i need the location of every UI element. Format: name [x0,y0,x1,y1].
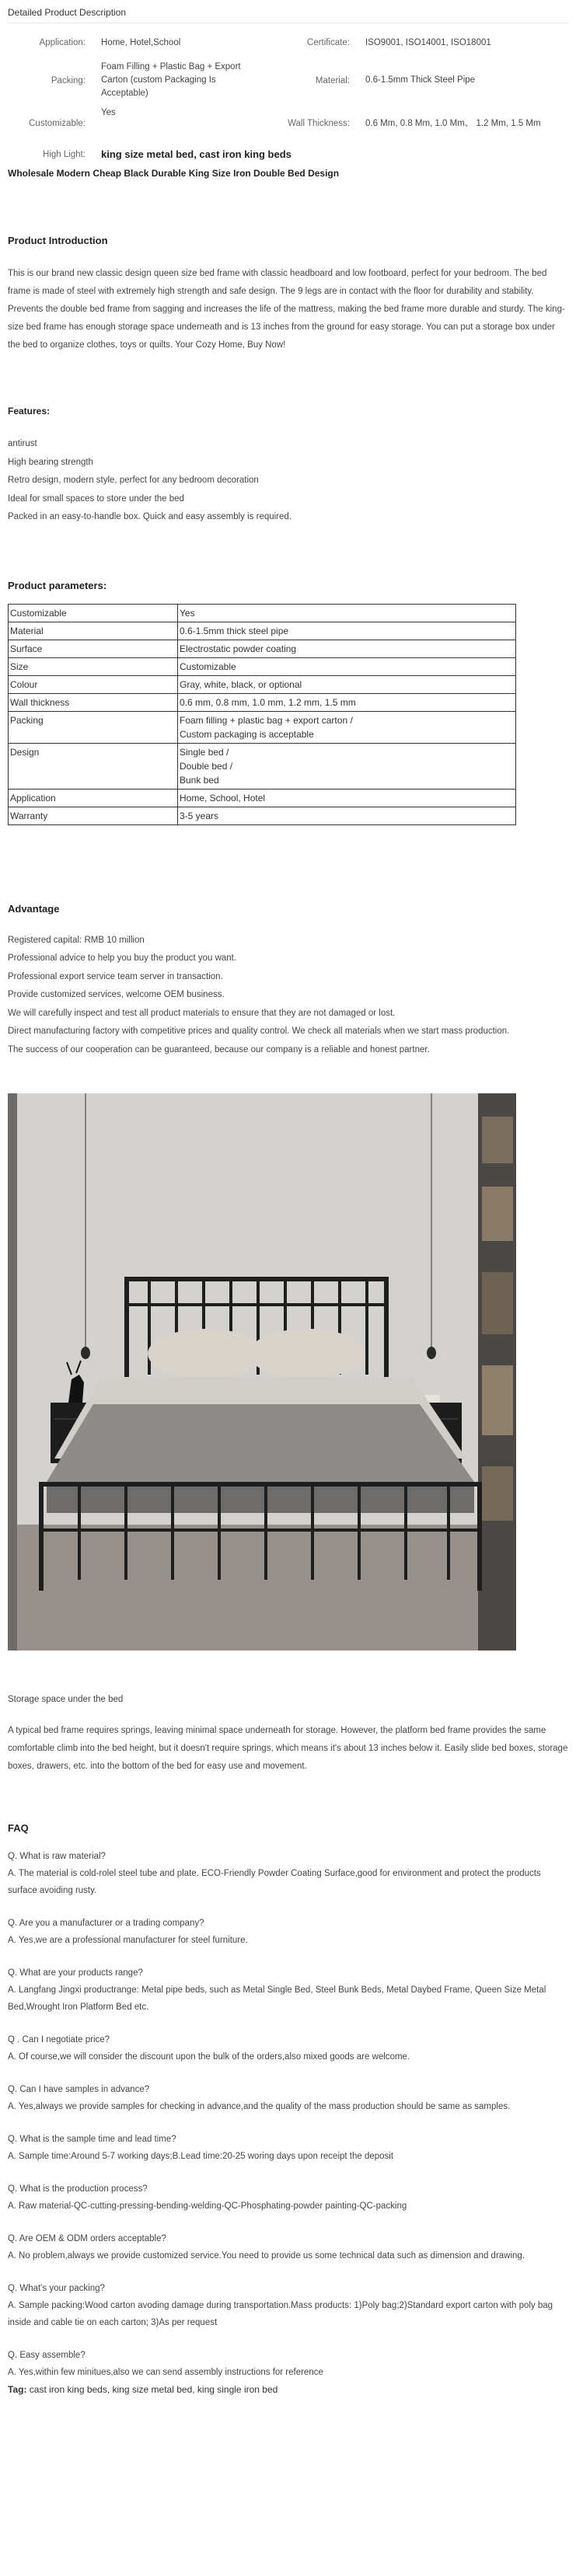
param-value: Gray, white, black, or optional [178,675,516,693]
feature-item: Ideal for small spaces to store under the bed [8,493,184,504]
feature-item: antirust [8,439,37,448]
advantage-heading: Advantage [8,902,60,915]
spec-value: ISO9001, ISO14001, ISO18001 [365,37,491,47]
param-value: Yes [178,604,516,622]
intro-section [8,235,568,354]
param-key: Material [9,622,178,640]
spec-value: Foam Filling + Plastic Bag + Export Carton (custom Packaging Is Acceptable) [101,62,241,98]
table-row [9,693,516,711]
spec-label: Material: [315,75,350,85]
spec-value: 0.6 Mm, 0.8 Mm, 1.0 Mm、 1.2 Mm, 1.5 Mm [365,118,541,128]
param-value: 3-5 years [178,807,516,824]
table-row [9,640,516,657]
param-key: Customizable [9,604,178,622]
param-key: Wall thickness [9,693,178,711]
param-key: Application [9,789,178,807]
spec-value: 0.6-1.5mm Thick Steel Pipe [365,75,476,85]
advantage-item: Provide customized services, welcome OEM business. [8,990,225,999]
faq-answer: A. Yes,within few minitues,also we can send assembly instructions for reference [8,2367,323,2377]
feature-item: Retro design, modern style, perfect for any bedroom decoration [8,476,259,485]
faq-heading: FAQ [8,1821,29,1834]
intro-heading: Product Introduction [8,235,108,246]
faq-question: Q. What is raw material? [8,1851,106,1861]
advantage-item: Direct manufacturing factory with competitive prices and quality control. We check all materials when we start mass production. [8,1027,510,1036]
advantage-item: Professional export service team server in transaction. [8,971,223,981]
faq-answer: A. Langfang Jingxi productrange: Metal pipe beds, such as Metal Single Bed, Steel Bunk Beds, Metal Daybed Frame, Queen Size Metal Bed,Wrought Iron Platform Bed etc. [8,1985,546,2012]
param-value-line: Custom packaging is acceptable [180,728,314,740]
param-key: Warranty [9,807,178,824]
feature-item: High bearing strength [8,457,93,467]
section-title: Detailed Product Description [8,0,568,23]
highlight-label: High Light: [43,149,86,159]
faq-question: Q. What are your products range? [8,1968,143,1978]
product-title: Wholesale Modern Cheap Black Durable King Size Iron Double Bed Design [8,168,340,179]
faq-answer: A. Sample time:Around 5-7 working days;B.Lead time:20-25 woring days upon receipt the deposit [8,2151,394,2161]
intro-text: This is our brand new classic design queen size bed frame with classic headboard and low footboard, perfect for your bedroom. The bed frame is made of steel with extremely high strength and safe design. The 9 legs are in contact with the floor for durability and stability. Prevents the double bed frame from sagging and increases the life of the mattress, making the bed frame more durable and sturdy. The king-size bed frame has enough storage space underneath and is 13 inches from the ground for easy storage. You can put a storage box under the bed to organize clothes, toys or quilts. Your Cozy Home, Buy Now! [8,269,565,350]
param-value [178,711,516,743]
bed-scene-illustration [8,1093,516,1651]
feature-item: Packed in an easy-to-handle box. Quick and easy assembly is required. [8,512,292,521]
faq-answer: A. Of course,we will consider the discount upon the bulk of the orders,also mixed goods are welcome. [8,2051,410,2062]
faq-answer: A. Raw material-QC-cutting-pressing-bending-welding-QC-Phosphating-powder painting-QC-packing [8,2201,407,2211]
faq-question: Q. Are you a manufacturer or a trading company? [8,1918,204,1928]
faq-question: Q. Are OEM & ODM orders acceptable? [8,2233,166,2243]
faq-question: Q. Can I have samples in advance? [8,2084,150,2094]
param-key: Design [9,743,178,789]
highlight-value: king size metal bed, cast iron king beds [101,148,291,160]
faq-answer: A. Sample packing:Wood carton avoding damage during transportation.Mass products: 1)Poly bag;2)Standard export carton with poly bag inside and cable tie on each carton; 3)As per request [8,2300,553,2327]
param-value: Home, School, Hotel [178,789,516,807]
storage-section [8,1691,568,1776]
tag-links[interactable]: cast iron king beds, king size metal bed, king single iron bed [29,2383,278,2395]
spec-value: Yes [101,108,116,117]
spec-label: Customizable: [29,119,86,128]
faq-answer: A. No problem,always we provide customized service.You need to provide us some technical data such as dimension and drawing. [8,2250,525,2261]
table-row [9,807,516,824]
params-table [8,604,516,825]
param-value: Electrostatic powder coating [178,640,516,657]
faq-question: Q . Can I negotiate price? [8,2034,110,2044]
param-value: 0.6-1.5mm thick steel pipe [178,622,516,640]
spec-label: Wall Thickness: [288,119,350,128]
faq-question: Q. What is the sample time and lead time? [8,2134,176,2144]
faq-answer: A. Yes,we are a professional manufacturer for steel furniture. [8,1935,248,1945]
table-row [9,622,516,640]
table-row [9,743,516,789]
tag-row [8,2384,568,2395]
faq-section [8,1822,568,2381]
table-row [9,604,516,622]
params-heading: Product parameters: [8,579,107,591]
param-value-line: Single bed / [180,746,229,758]
faq-question: Q. What's your packing? [8,2283,105,2293]
faq-question: Q. Easy assemble? [8,2350,86,2360]
param-value-line: Bunk bed [180,774,219,786]
param-key: Surface [9,640,178,657]
params-section [8,580,568,825]
param-key: Colour [9,675,178,693]
spec-label: Application: [39,38,86,47]
param-value [178,743,516,789]
table-row [9,711,516,743]
advantage-section [8,903,568,1060]
faq-answer: A. Yes,always we provide samples for checking in advance,and the quality of the mass production should be same as samples. [8,2101,511,2111]
storage-text: A typical bed frame requires springs, leaving minimal space underneath for storage. However, the platform bed frame provides the same comfortable climb into the bed height, but it doesn't require springs, which means it's about 13 inches below it. Easily slide bed boxes, storage boxes, drawers, etc. into the bottom of the bed for easy use and movement. [8,1725,568,1771]
advantage-item: We will carefully inspect and test all product materials to ensure that they are not damaged or lost. [8,1008,396,1018]
spec-label: Packing: [51,75,86,85]
param-value-line: Foam filling + plastic bag + export carton / [180,714,353,726]
param-value-line: Double bed / [180,760,233,772]
features-section [8,406,568,527]
spec-label: Certificate: [307,38,350,47]
param-key: Size [9,657,178,675]
advantage-item: Registered capital: RMB 10 million [8,935,145,945]
param-value: Customizable [178,657,516,675]
table-row [9,789,516,807]
param-value: 0.6 mm, 0.8 mm, 1.0 mm, 1.2 mm, 1.5 mm [178,693,516,711]
faq-question: Q. What is the production process? [8,2184,148,2194]
advantage-item: Professional advice to help you buy the product you want. [8,953,237,963]
advantage-item: The success of our cooperation can be guaranteed, because our company is a reliable and honest partner. [8,1044,430,1054]
spec-grid [8,30,568,142]
table-row [9,657,516,675]
faq-answer: A. The material is cold-rolel steel tube and plate. ECO-Friendly Powder Coating Surface,good for environment and protect the products surface avoiding rusty. [8,1868,541,1895]
param-key: Packing [9,711,178,743]
highlight-row [8,144,568,165]
spec-value: Home, Hotel,School [101,37,181,47]
storage-caption: Storage space under the bed [8,1695,124,1704]
table-row [9,675,516,693]
bed-photo [8,1093,516,1651]
features-heading: Features: [8,406,51,417]
tag-label: Tag: [8,2383,27,2395]
